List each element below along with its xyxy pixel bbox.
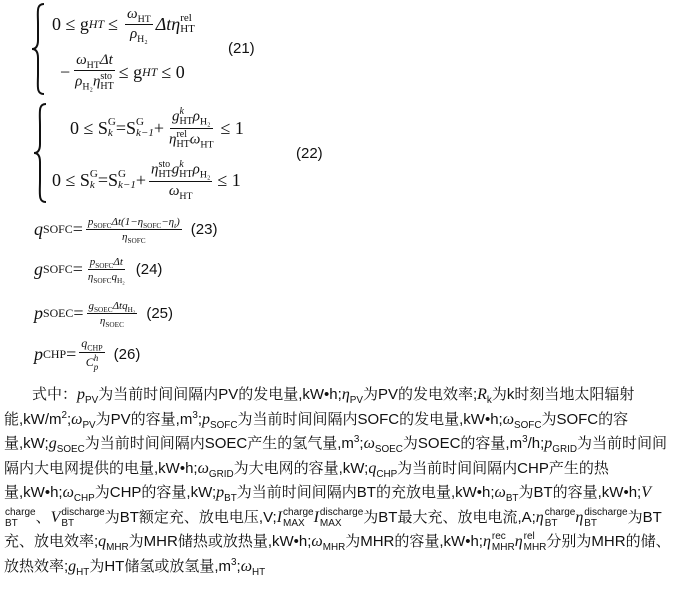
eq21-line2: − $\omega_{HT}\Delta t$ $\rho_{H_2}\eta$ sto HT ≤ g HT ≤ 0	[60, 52, 185, 93]
eq22-frac2: η sto HT g k HT $\rho_{H_2}$ $\omega_{HT}$	[150, 159, 211, 202]
eq23-frac: $\frac{p_{SOFC}\Delta t(1-\eta_{SOFC}-\eta_t)}{\eta_{SOFC}}$	[87, 215, 180, 245]
equation-23: q SOFC = $\frac{p_{SOFC}\Delta t(1-\eta_{SOFC}-\eta_t)}{\eta_{SOFC}}$ (23)	[34, 215, 218, 245]
eq22-line1: 0 ≤ S G k =S G k−1 + g k HT $\rho_{H_2}$ η rel HT $\omega_{HT}$ ≤ 1	[70, 105, 244, 150]
equation-26: p CHP = $q_{CHP}$ C h p (26)	[34, 336, 141, 372]
eq21-frac1: $\frac{\omega_{HT}}{\rho_{H_2}}$	[126, 5, 151, 45]
equation-25: p SOEC = $\frac{g_{SOEC}\Delta tq_{H_2}}{\eta_{SOEC}}$ (25)	[34, 299, 174, 329]
left-brace-22	[32, 102, 48, 204]
eq21-frac2: $\omega_{HT}\Delta t$ $\rho_{H_2}\eta$ sto HT	[75, 52, 114, 93]
eq21-line1: 0 ≤ g HT ≤ $\frac{\omega_{HT}}{\rho_{H_2}}$ Δtη rel HT	[52, 5, 195, 45]
variable-definitions-paragraph: 式中：$p_{PV}$为当前时间间隔内PV的发电量$,kW•h;\eta_{PV}$为PV的发电效率$;R_k$为k时刻当地太阳辐射能$,kW/m^2;\omega_{PV}$为PV的容量$,m^3;p_{SOFC}$为当前时间间隔内SOFC的发电量$,kW•h;\omega_{SOFC}$为SOFC的容量$,kW;g_{SOEC}$为当前时间间隔内SOEC产生的氢气量$,m^3;\omega_{SOEC}$为SOEC的容量$,m^3/h;p_{GRID}$为当前时间间隔内大电网提供的电量$,kW•h;\omega_{GRID}$为大电网的容量$,kW;q_{CHP}$为当前时间间隔内CHP产生的热量$,kW•h;\omega_{CHP}$为CHP的容量$,kW;p_{BT}$为当前时间间隔内BT的充放电量$,kW•h;\omega_{BT}$为BT的容量,kW•h;V charge BT 、V discharge BT 为BT额定充、放电电压,V;I charge MAX I discharge MAX 为BT最大充、放电电流,A;η charge BT η discharge BT 为BT充、放电效率$;q_{MHR}$为MHR储热或放热量$,kW•h;\omega_{MHR}$为MHR的容量,kW•h;η rec MHR η rel MHR 分别为MHR的储、放热效率$;g_{HT}$为HT储氢或放氢量$,m^3;\omega_{HT}$	[4, 386, 671, 578]
eq22-line2: 0 ≤ S G k =S G k−1 + η sto HT g k HT $\rho_{H_2}$ $\omega_{HT}$ ≤ 1	[52, 159, 241, 202]
equation-22	[30, 100, 350, 206]
eq24-frac: $\frac{p_{SOFC}\Delta t}{\eta_{SOFC}q_{H_2}}$	[87, 255, 125, 285]
eq22-frac1: g k HT $\rho_{H_2}$ η rel HT $\omega_{HT}$	[168, 105, 214, 150]
equation-21	[28, 0, 328, 100]
eq25-frac: $\frac{g_{SOEC}\Delta tq_{H_2}}{\eta_{SOEC}}$	[88, 299, 136, 329]
left-brace-21	[30, 2, 46, 96]
eq21-number: (21)	[228, 40, 255, 57]
eq22-number: (22)	[296, 145, 323, 162]
eq26-frac: $q_{CHP}$ C h p	[81, 336, 103, 372]
equation-24: g SOFC = $\frac{p_{SOFC}\Delta t}{\eta_{SOFC}q_{H_2}}$ (24)	[34, 255, 163, 285]
